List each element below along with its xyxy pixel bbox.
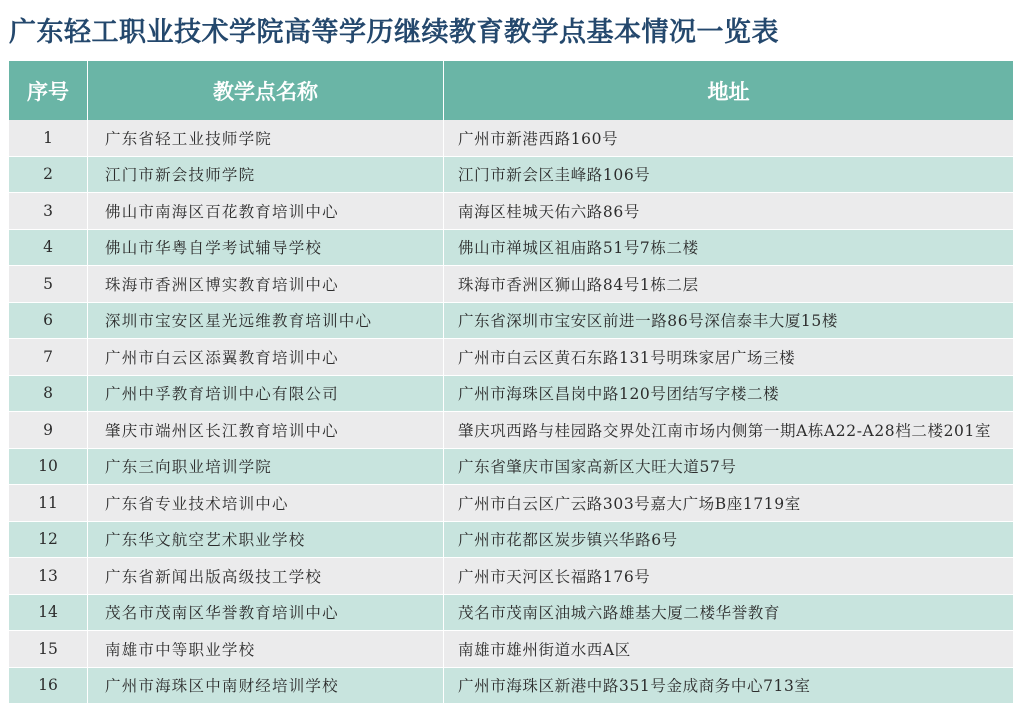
row-address-cell: 佛山市禅城区祖庙路51号7栋二楼: [444, 229, 1014, 266]
row-address-cell: 广州市新港西路160号: [444, 120, 1014, 156]
table-row: [9, 558, 1013, 595]
row-name-cell: 佛山市华粤自学考试辅导学校: [88, 229, 444, 266]
row-index-cell: 16: [9, 667, 88, 704]
row-name-cell: 广东省新闻出版高级技工学校: [88, 558, 444, 595]
row-name-cell: 南雄市中等职业学校: [88, 631, 444, 668]
table-row: [9, 594, 1013, 631]
table-body: [9, 120, 1013, 704]
row-address-cell: 江门市新会区圭峰路106号: [444, 156, 1014, 193]
table-row: [9, 302, 1013, 339]
row-name-cell: 广东省专业技术培训中心: [88, 485, 444, 522]
header-address: 地址: [444, 61, 1014, 120]
row-index-cell: 14: [9, 594, 88, 631]
row-index-cell: 11: [9, 485, 88, 522]
table-row: [9, 448, 1013, 485]
row-name-cell: 广东省轻工业技师学院: [88, 120, 444, 156]
row-name-cell: 佛山市南海区百花教育培训中心: [88, 193, 444, 230]
row-address-cell: 南海区桂城天佑六路86号: [444, 193, 1014, 230]
row-index-cell: 13: [9, 558, 88, 595]
row-name-cell: 广东三向职业培训学院: [88, 448, 444, 485]
row-address-cell: 广东省深圳市宝安区前进一路86号深信泰丰大厦15楼: [444, 302, 1014, 339]
table-row: [9, 266, 1013, 303]
row-address-cell: 广州市白云区黄石东路131号明珠家居广场三楼: [444, 339, 1014, 376]
row-address-cell: 茂名市茂南区油城六路雄基大厦二楼华誉教育: [444, 594, 1014, 631]
table-row: [9, 521, 1013, 558]
row-index-cell: 1: [9, 120, 88, 156]
table-row: [9, 229, 1013, 266]
row-address-cell: 广州市海珠区昌岗中路120号团结写字楼二楼: [444, 375, 1014, 412]
row-index-cell: 6: [9, 302, 88, 339]
row-index-cell: 12: [9, 521, 88, 558]
table-header-row: [9, 61, 1013, 120]
row-name-cell: 广州中孚教育培训中心有限公司: [88, 375, 444, 412]
row-address-cell: 珠海市香洲区狮山路84号1栋二层: [444, 266, 1014, 303]
table-row: [9, 339, 1013, 376]
table-row: [9, 375, 1013, 412]
row-index-cell: 8: [9, 375, 88, 412]
row-index-cell: 5: [9, 266, 88, 303]
row-address-cell: 广州市海珠区新港中路351号金成商务中心713室: [444, 667, 1014, 704]
row-name-cell: 肇庆市端州区长江教育培训中心: [88, 412, 444, 449]
header-name: 教学点名称: [88, 61, 444, 120]
table-row: [9, 667, 1013, 704]
row-index-cell: 9: [9, 412, 88, 449]
row-name-cell: 广州市白云区添翼教育培训中心: [88, 339, 444, 376]
row-index-cell: 15: [9, 631, 88, 668]
row-index-cell: 3: [9, 193, 88, 230]
row-name-cell: 深圳市宝安区星光远维教育培训中心: [88, 302, 444, 339]
row-name-cell: 广州市海珠区中南财经培训学校: [88, 667, 444, 704]
header-index: 序号: [9, 61, 88, 120]
table-row: [9, 156, 1013, 193]
row-name-cell: 江门市新会技师学院: [88, 156, 444, 193]
row-address-cell: 广州市天河区长福路176号: [444, 558, 1014, 595]
row-name-cell: 茂名市茂南区华誉教育培训中心: [88, 594, 444, 631]
row-address-cell: 南雄市雄州街道水西A区: [444, 631, 1014, 668]
row-name-cell: 广东华文航空艺术职业学校: [88, 521, 444, 558]
row-address-cell: 广州市白云区广云路303号嘉大广场B座1719室: [444, 485, 1014, 522]
row-name-cell: 珠海市香洲区博实教育培训中心: [88, 266, 444, 303]
row-index-cell: 10: [9, 448, 88, 485]
table-row: [9, 485, 1013, 522]
table-row: [9, 412, 1013, 449]
table-row: [9, 193, 1013, 230]
row-address-cell: 肇庆巩西路与桂园路交界处江南市场内侧第一期A栋A22-A28档二楼201室: [444, 412, 1014, 449]
table-row: [9, 631, 1013, 668]
teaching-sites-table: [9, 61, 1013, 704]
row-address-cell: 广东省肇庆市国家高新区大旺大道57号: [444, 448, 1014, 485]
row-address-cell: 广州市花都区炭步镇兴华路6号: [444, 521, 1014, 558]
row-index-cell: 7: [9, 339, 88, 376]
table-row: [9, 120, 1013, 156]
page-title: 广东轻工职业技术学院高等学历继续教育教学点基本情况一览表: [9, 17, 779, 48]
row-index-cell: 2: [9, 156, 88, 193]
row-index-cell: 4: [9, 229, 88, 266]
